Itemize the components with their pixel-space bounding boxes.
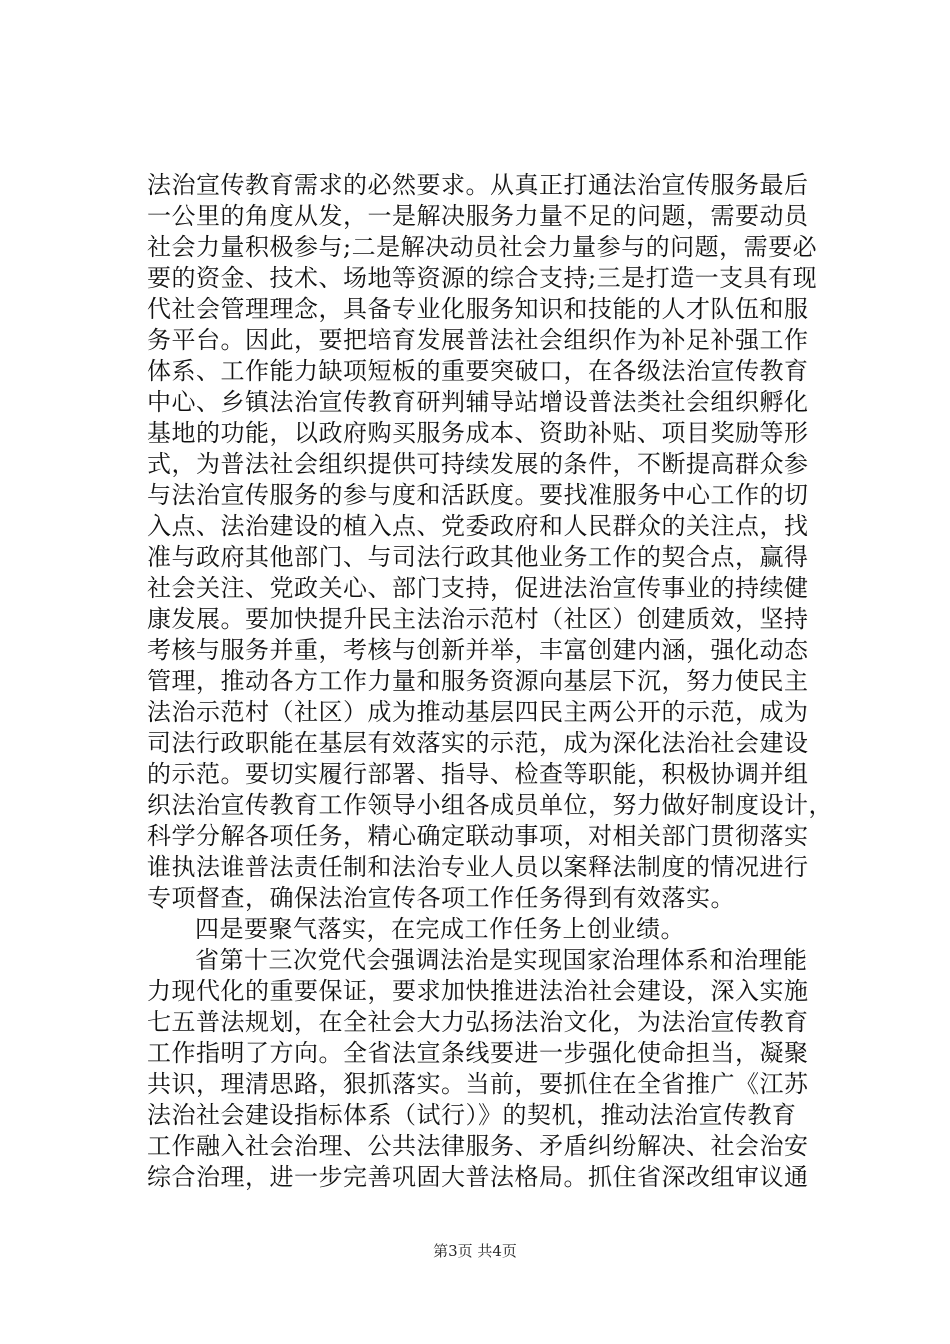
text-line: 科学分解各项任务，精心确定联动事项，对相关部门贯彻落实 xyxy=(147,822,809,850)
text-line: 与法治宣传服务的参与度和活跃度。要找准服务中心工作的切 xyxy=(147,481,809,509)
text-line: 的示范。要切实履行部署、指导、检查等职能，积极协调并组 xyxy=(147,760,809,788)
text-line: 管理，推动各方工作力量和服务资源向基层下沉，努力使民主 xyxy=(147,667,809,695)
text-line: 要的资金、技术、场地等资源的综合支持;三是打造一支具有现 xyxy=(147,264,818,292)
page-footer: 第3页 共4页 xyxy=(433,1242,517,1260)
text-line: 社会关注、党政关心、部门支持，促进法治宣传事业的持续健 xyxy=(147,574,809,602)
text-line: 体系、工作能力缺项短板的重要突破口，在各级法治宣传教育 xyxy=(147,357,809,385)
text-line: 专项督查，确保法治宣传各项工作任务得到有效落实。 xyxy=(147,884,735,912)
text-line: 工作指明了方向。全省法宣条线要进一步强化使命担当，凝聚 xyxy=(147,1039,809,1067)
text-line: 省第十三次党代会强调法治是实现国家治理体系和治理能 xyxy=(195,946,808,974)
text-line: 中心、乡镇法治宣传教育研判辅导站增设普法类社会组织孵化 xyxy=(147,388,809,416)
text-line: 康发展。要加快提升民主法治示范村（社区）创建质效，坚持 xyxy=(147,605,809,633)
text-line: 司法行政职能在基层有效落实的示范，成为深化法治社会建设 xyxy=(147,729,809,757)
text-line: 工作融入社会治理、公共法律服务、矛盾纠纷解决、社会治安 xyxy=(147,1132,809,1160)
text-line: 式，为普法社会组织提供可持续发展的条件，不断提高群众参 xyxy=(147,450,809,478)
paragraph xyxy=(147,170,837,914)
paragraph xyxy=(147,945,837,1193)
document-body xyxy=(147,170,837,1193)
text-line: 务平台。因此，要把培育发展普法社会组织作为补足补强工作 xyxy=(147,326,809,354)
text-line: 代社会管理理念，具备专业化服务知识和技能的人才队伍和服 xyxy=(147,295,809,323)
text-line: 法治示范村（社区）成为推动基层四民主两公开的示范，成为 xyxy=(147,698,809,726)
paragraph xyxy=(147,914,837,945)
text-line: 法治宣传教育需求的必然要求。从真正打通法治宣传服务最后 xyxy=(147,171,809,199)
text-line: 七五普法规划，在全社会大力弘扬法治文化，为法治宣传教育 xyxy=(147,1008,809,1036)
text-line: 入点、法治建设的植入点、党委政府和人民群众的关注点，找 xyxy=(147,512,809,540)
text-line: 谁执法谁普法责任制和法治专业人员以案释法制度的情况进行 xyxy=(147,853,809,881)
text-line: 考核与服务并重，考核与创新并举，丰富创建内涵，强化动态 xyxy=(147,636,809,664)
text-line: 一公里的角度从发，一是解决服务力量不足的问题，需要动员 xyxy=(147,202,809,230)
text-line: 准与政府其他部门、与司法行政其他业务工作的契合点，赢得 xyxy=(147,543,809,571)
text-line: 织法治宣传教育工作领导小组各成员单位，努力做好制度设计， xyxy=(147,791,833,819)
text-line: 基地的功能，以政府购买服务成本、资助补贴、项目奖励等形 xyxy=(147,419,809,447)
text-line: 社会力量积极参与;二是解决动员社会力量参与的问题，需要必 xyxy=(147,233,818,261)
text-line: 综合治理，进一步完善巩固大普法格局。抓住省深改组审议通 xyxy=(147,1163,809,1191)
text-line: 力现代化的重要保证，要求加快推进法治社会建设，深入实施 xyxy=(147,977,809,1005)
text-line: 共识，理清思路，狠抓落实。当前，要抓住在全省推广《江苏 xyxy=(147,1070,809,1098)
text-line: 四是要聚气落实，在完成工作任务上创业绩。 xyxy=(195,915,685,943)
text-line: 法治社会建设指标体系（试行）》的契机，推动法治宣传教育 xyxy=(147,1101,797,1129)
